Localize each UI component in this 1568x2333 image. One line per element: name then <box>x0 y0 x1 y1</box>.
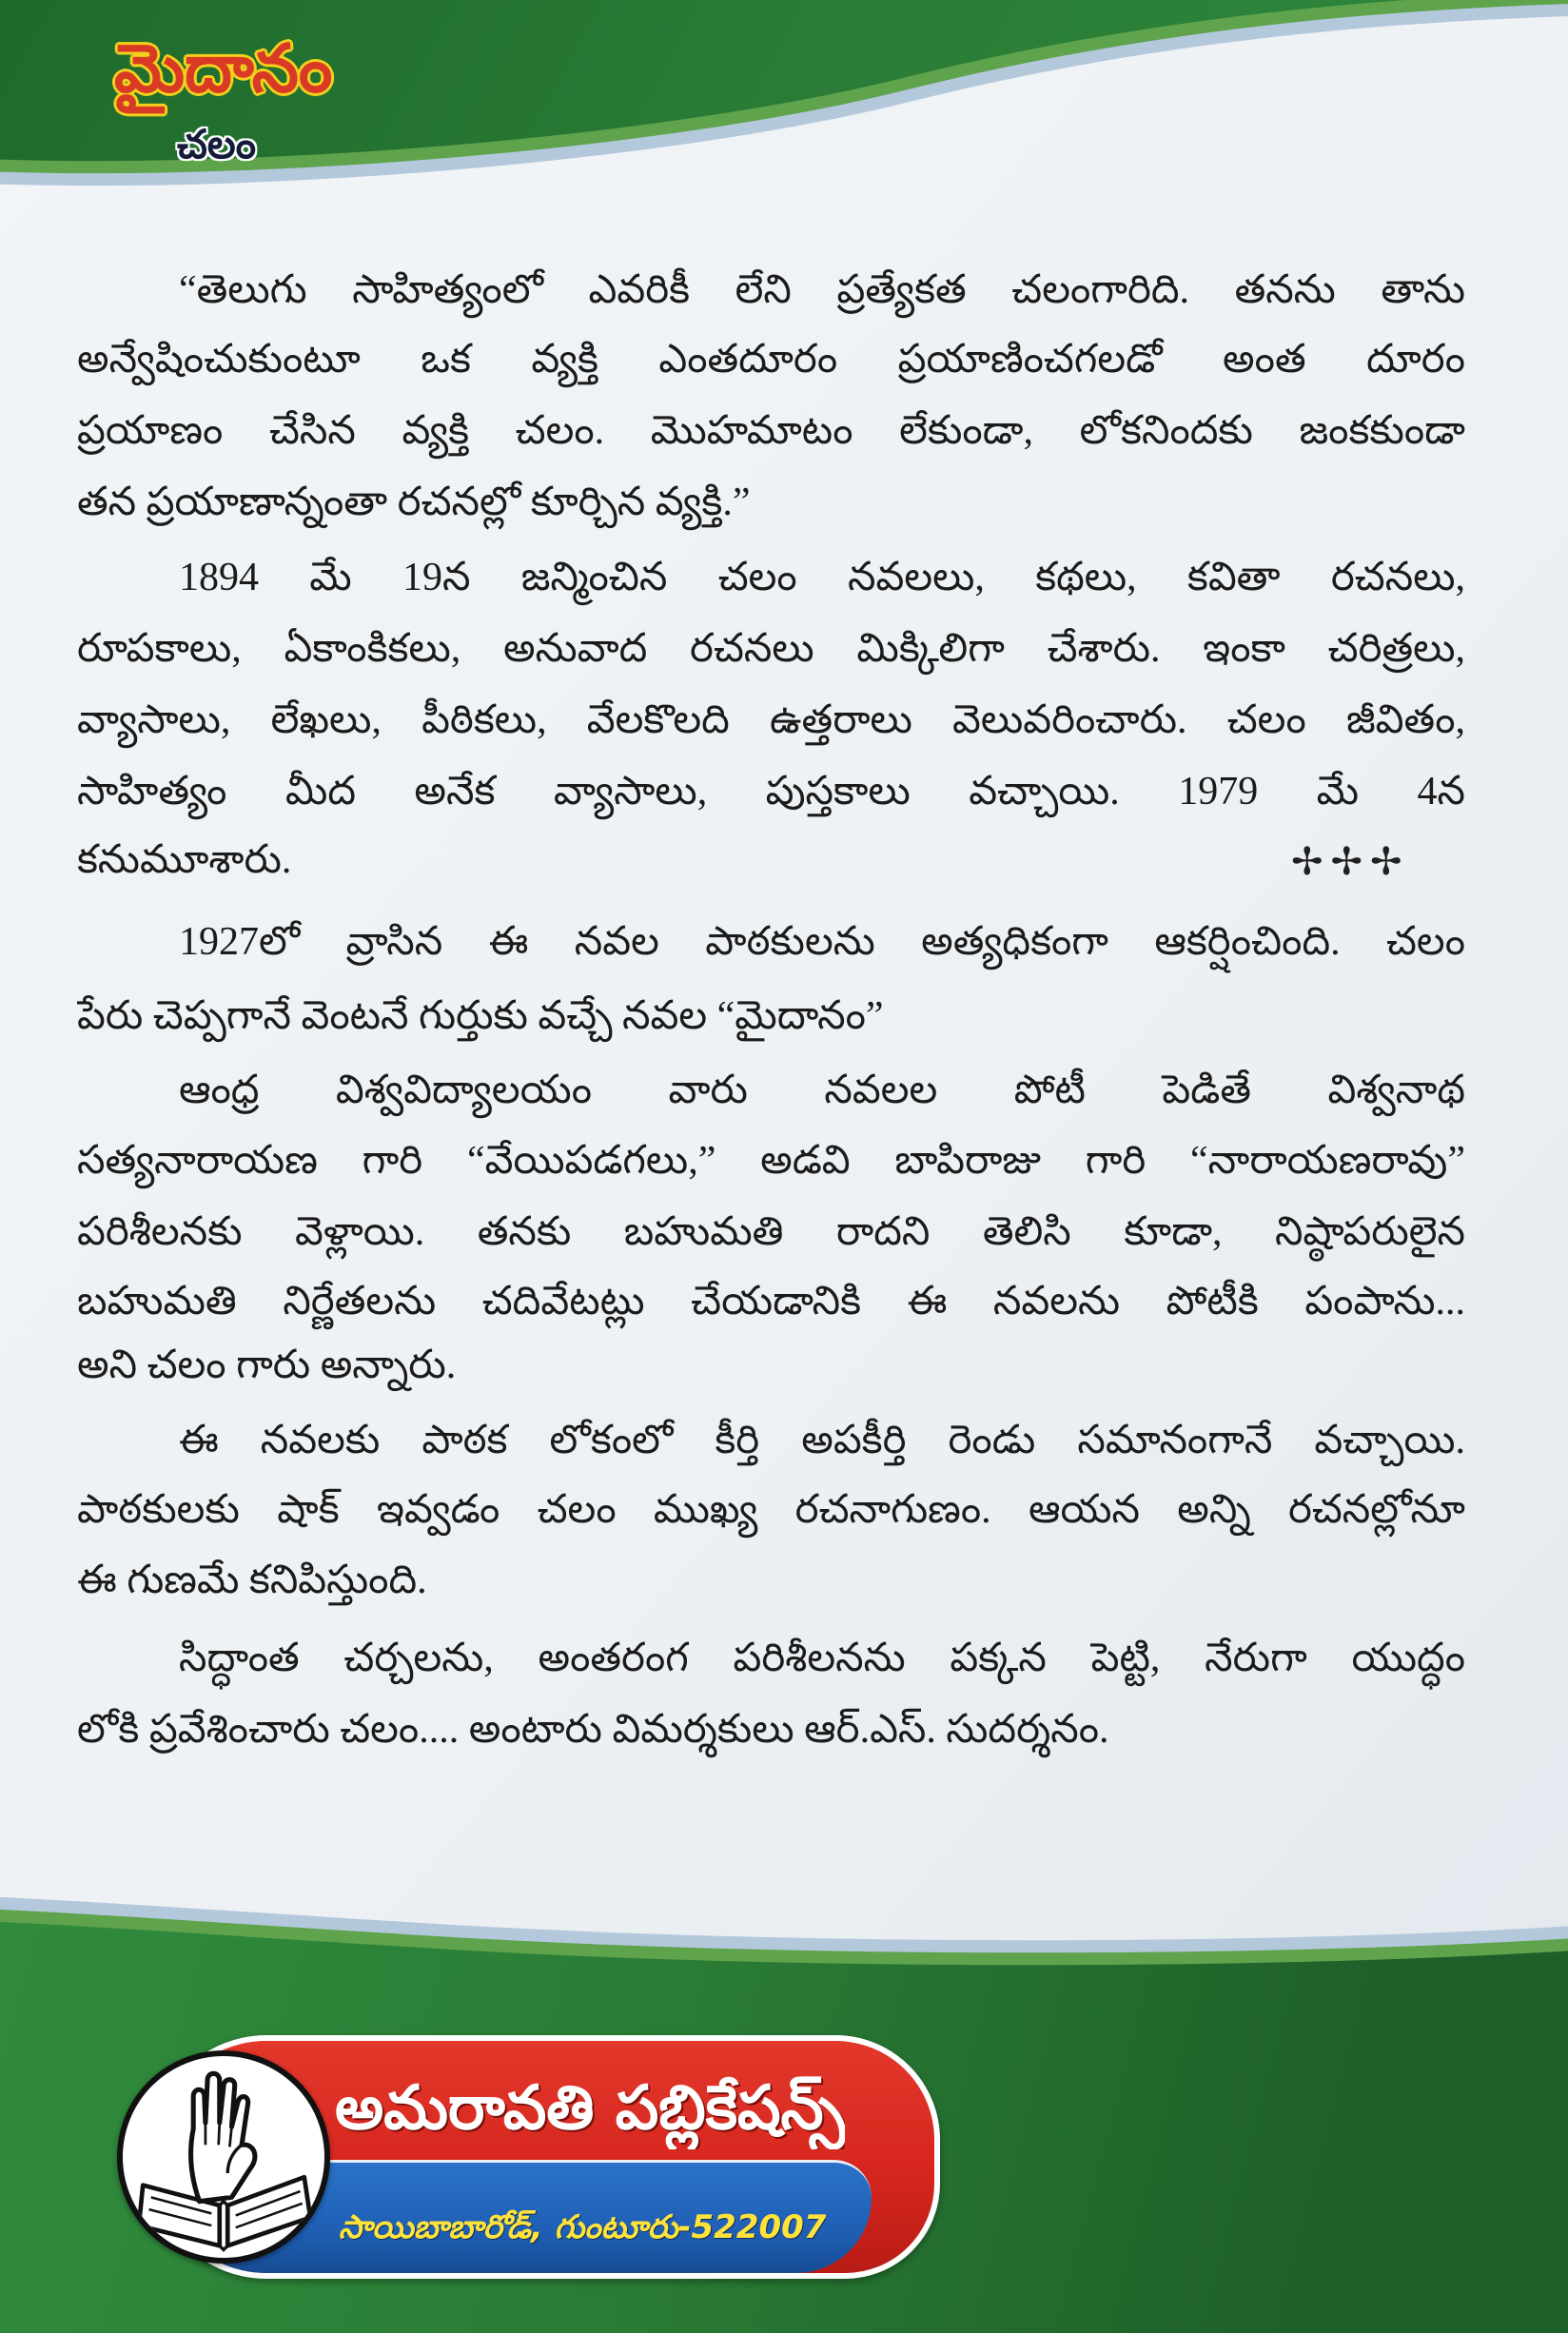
blurb-line: అని చలం గారు అన్నారు. <box>77 1343 457 1387</box>
blurb-line: పాఠకులకు షాక్ ఇవ్వడం చలం ముఖ్య రచనాగుణం. ఆయన అన్ని రచనల్లోనూ <box>77 1488 1465 1532</box>
blurb-line: ఆంధ్ర విశ్వవిద్యాలయం వారు నవలల పోటీ పెడితే విశ్వనాథ <box>179 1068 1465 1112</box>
blurb-line: వ్యాసాలు, లేఖలు, పీఠికలు, వేలకొలది ఉత్తరాలు వెలువరించారు. చలం జీవితం, <box>77 698 1465 742</box>
blurb-line: ఈ గుణమే కనిపిస్తుంది. <box>77 1559 427 1602</box>
blurb-line: “తెలుగు సాహిత్యంలో ఎవరికీ లేని ప్రత్యేకత చలంగారిది. తనను తాను <box>179 268 1465 312</box>
blurb-line: కనుమూశారు. <box>77 838 292 882</box>
blurb-line: 1927లో వ్రాసిన ఈ నవల పాఠకులను అత్యధికంగా ఆకర్షించింది. చలం <box>179 920 1465 964</box>
blurb-line: సాహిత్యం మీద అనేక వ్యాసాలు, పుస్తకాలు వచ్చాయి. 1979 మే 4న <box>77 770 1465 814</box>
book-title: మైదానం <box>114 29 333 108</box>
blurb-line: బహుమతి నిర్ణేతలను చదివేటట్లు చేయడానికి ఈ నవలను పోటీకి పంపాను... <box>77 1280 1465 1323</box>
blurb-line: ఈ నవలకు పాఠక లోకంలో కీర్తి అపకీర్తి రెండు సమానంగానే వచ్చాయి. <box>179 1419 1465 1462</box>
blurb-line: రూపకాలు, ఏకాంకికలు, అనువాద రచనలు మిక్కిలిగా చేశారు. ఇంకా చరిత్రలు, <box>77 627 1465 671</box>
publisher-address: సాయిబాబారోడ్, గుంటూరు-522007 <box>339 2208 827 2246</box>
blurb-line: పరిశీలనకు వెళ్లాయి. తనకు బహుమతి రాదని తెలిసి కూడా, నిష్ఠాపరులైన <box>77 1210 1465 1254</box>
blurb-line: సత్యనారాయణ గారి “వేయిపడగలు,” అడవి బాపిరాజు గారి “నారాయణరావు” <box>77 1139 1465 1183</box>
blurb-line: ప్రయాణం చేసిన వ్యక్తి చలం. మొహమాటం లేకుండా, లోకనిందకు జంకకుండా <box>77 409 1465 453</box>
blurb-line: అన్వేషించుకుంటూ ఒక వ్యక్తి ఎంతదూరం ప్రయాణించగలడో అంత దూరం <box>77 338 1465 382</box>
author-name: చలం <box>177 121 256 167</box>
section-separator-ornament: ✢✢✢ <box>1291 840 1410 884</box>
blurb-line: 1894 మే 19న జన్మించిన చలం నవలలు, కథలు, కవితా రచనలు, <box>179 556 1465 599</box>
logo-drawing <box>123 2056 324 2258</box>
blurb-line: లోకి ప్రవేశించారు చలం.... అంటారు విమర్శకులు ఆర్.ఎస్. సుదర్శనం. <box>77 1708 1109 1752</box>
blurb-line: సిద్ధాంత చర్చలను, అంతరంగ పరిశీలనను పక్కన పెట్టి, నేరుగా యుద్ధం <box>179 1637 1465 1680</box>
blurb-line: తన ప్రయాణాన్నంతా రచనల్లో కూర్చిన వ్యక్తి.” <box>77 480 751 524</box>
blurb-line: పేరు చెప్పగానే వెంటనే గుర్తుకు వచ్చే నవల “మైదానం” <box>77 994 884 1038</box>
hand-on-open-book-logo-icon <box>117 2050 330 2264</box>
publisher-name: అమరావతి పబ్లికేషన్స్ <box>335 2073 846 2144</box>
